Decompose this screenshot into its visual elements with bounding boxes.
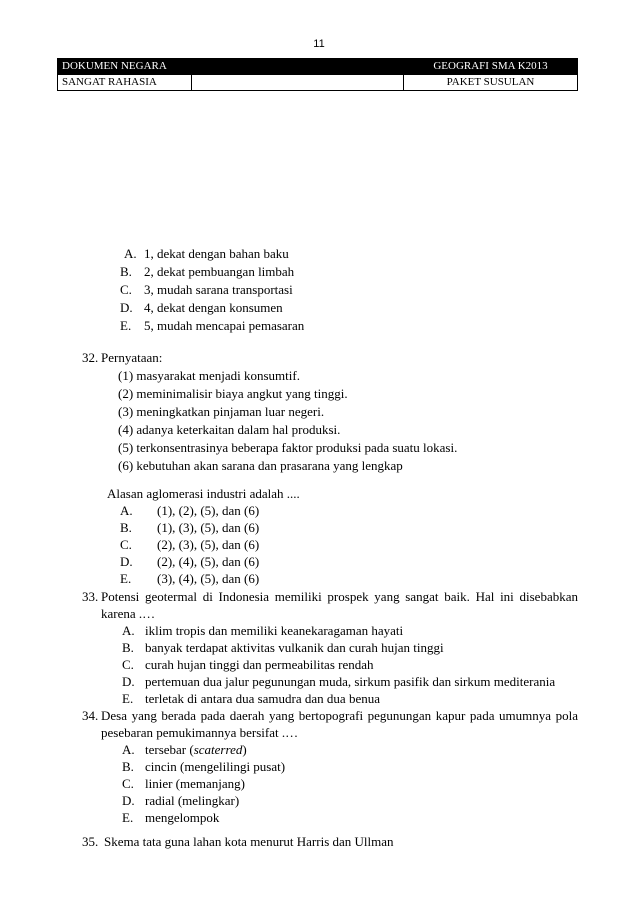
q33-option-text: pertemuan dua jalur pegunungan muda, sirkum pasifik dan sirkum mediterania (145, 674, 556, 689)
q32-option-letter: D. (120, 554, 133, 569)
q32-option-letter: A. (120, 503, 133, 518)
header-left-top: DOKUMEN NEGARA (58, 59, 192, 75)
q33-option-letter: D. (122, 674, 135, 689)
q34-option-text (145, 742, 247, 758)
q32-option-letter: C. (120, 537, 132, 552)
q31-option-letter: A. (124, 246, 137, 261)
q34-option-text: cincin (mengelilingi pusat) (145, 759, 286, 774)
q34-option-a-after: ) (242, 742, 247, 757)
q33-option-text: terletak di antara dua samudra dan dua benua (145, 691, 380, 706)
q34-option-letter: D. (122, 793, 135, 808)
q34-option-a-text: tersebar ( (145, 742, 194, 757)
q32-statement: (2) meminimalisir biaya angkut yang tinggi. (118, 386, 348, 401)
q33-option-text: iklim tropis dan memiliki keanekaragaman hayati (145, 623, 404, 638)
header-left-bottom: SANGAT RAHASIA (58, 75, 192, 91)
q31-option-text: 2, dekat pembuangan limbah (144, 264, 295, 279)
q33-option-text: banyak terdapat aktivitas vulkanik dan curah hujan tinggi (145, 640, 444, 655)
q32-statement: (6) kebutuhan akan sarana dan prasarana yang lengkap (118, 458, 403, 473)
q33-option-text: curah hujan tinggi dan permeabilitas rendah (145, 657, 374, 672)
q32-option-text: (1), (3), (5), dan (6) (157, 520, 260, 535)
q33-option-letter: B. (122, 640, 134, 655)
q33-option-letter: A. (122, 623, 135, 638)
q34-number: 34. (82, 708, 99, 723)
q34-option-letter: E. (122, 810, 134, 825)
q35-number: 35. (82, 834, 99, 849)
q31-option-text: 1, dekat dengan bahan baku (144, 246, 289, 261)
q32-question: Alasan aglomerasi industri adalah .... (107, 486, 300, 501)
q32-number: 32. (82, 350, 99, 365)
header-center-bottom (192, 75, 404, 91)
q34-stem-line1: Desa yang berada pada daerah yang bertopografi pegunungan kapur pada umumnya pola (101, 708, 578, 723)
q32-statement: (4) adanya keterkaitan dalam hal produksi. (118, 422, 341, 437)
q31-option-letter: C. (120, 282, 132, 297)
q32-statement: (5) terkonsentrasinya beberapa faktor produksi pada suatu lokasi. (118, 440, 458, 455)
q32-statement: (1) masyarakat menjadi konsumtif. (118, 368, 300, 383)
header-right-top: GEOGRAFI SMA K2013 (404, 59, 578, 75)
q34-stem-line2: pesebaran pemukimannya bersifat .… (101, 725, 299, 740)
q31-option-text: 5, mudah mencapai pemasaran (144, 318, 305, 333)
q34-option-letter: A. (122, 742, 135, 757)
q34-option-letter: C. (122, 776, 134, 791)
q32-stem: Pernyataan: (101, 350, 163, 365)
q33-option-letter: E. (122, 691, 134, 706)
q34-option-letter: B. (122, 759, 134, 774)
q31-option-letter: B. (120, 264, 132, 279)
q32-option-text: (2), (4), (5), dan (6) (157, 554, 260, 569)
q31-option-text: 4, dekat dengan konsumen (144, 300, 283, 315)
q34-option-text: radial (melingkar) (145, 793, 240, 808)
header-right-bottom: PAKET SUSULAN (404, 75, 578, 91)
q31-option-text: 3, mudah sarana transportasi (144, 282, 293, 297)
q33-stem-line1: Potensi geotermal di Indonesia memiliki prospek yang sangat baik. Hal ini disebabkan (101, 589, 578, 604)
q32-option-text: (2), (3), (5), dan (6) (157, 537, 260, 552)
q32-option-letter: E. (120, 571, 132, 586)
q34-option-text: linier (memanjang) (145, 776, 245, 791)
q31-option-letter: D. (120, 300, 133, 315)
q32-option-letter: B. (120, 520, 132, 535)
q33-option-letter: C. (122, 657, 134, 672)
q35-stem: Skema tata guna lahan kota menurut Harris dan Ullman (104, 834, 394, 849)
q32-statement: (3) meningkatkan pinjaman luar negeri. (118, 404, 325, 419)
page-number: 11 (313, 38, 325, 50)
q34-option-text: mengelompok (145, 810, 220, 825)
q32-option-text: (1), (2), (5), dan (6) (157, 503, 260, 518)
q33-stem-line2: karena .… (101, 606, 156, 621)
q31-option-letter: E. (120, 318, 132, 333)
q34-option-a-italic: scaterred (193, 742, 243, 757)
q32-option-text: (3), (4), (5), dan (6) (157, 571, 260, 586)
q33-number: 33. (82, 589, 99, 604)
header-center-top (192, 59, 404, 75)
document-header-table (57, 58, 578, 91)
